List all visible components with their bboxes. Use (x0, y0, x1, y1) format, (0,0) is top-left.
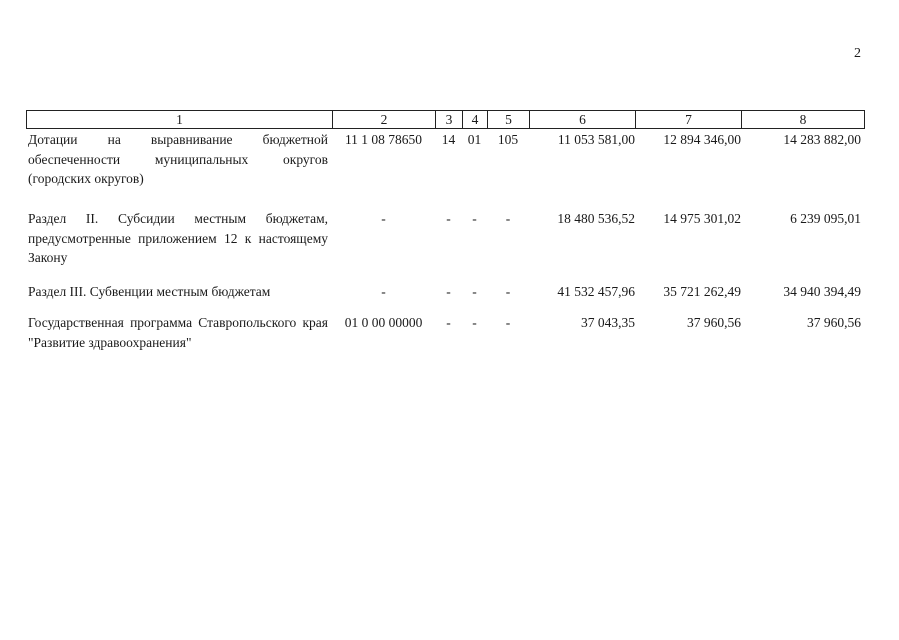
row-col3: - (446, 211, 451, 226)
row-col3: - (446, 284, 451, 299)
row-col4: - (472, 211, 477, 226)
row-col4: - (472, 284, 477, 299)
row-code: 01 0 00 00000 (344, 315, 423, 330)
row-code: - (381, 211, 386, 226)
row-amount-8: 37 960,56 (807, 315, 861, 330)
row-col3: - (446, 315, 451, 330)
column-number-header (26, 110, 865, 129)
header-col-6: 6 (530, 111, 636, 129)
row-amount-7: 37 960,56 (687, 315, 741, 330)
row-name: Раздел II. Субсидии местным бюджетам, предусмотренные приложением 12 к настоящему Закону (28, 211, 328, 265)
row-code: 11 1 08 78650 (344, 132, 423, 147)
row-amount-8: 6 239 095,01 (790, 211, 861, 226)
row-col3: 14 (441, 132, 456, 147)
row-name: Раздел III. Субвенции местным бюджетам (28, 284, 271, 299)
row-col4: - (472, 315, 477, 330)
row-col5: 105 (497, 132, 519, 147)
row-col5: - (505, 284, 511, 299)
header-col-7: 7 (636, 111, 742, 129)
row-name: Дотации на выравнивание бюджетной обеспеченности муниципальных округов (городских округов) (28, 132, 328, 186)
header-col-3: 3 (436, 111, 463, 129)
row-amount-7: 14 975 301,02 (663, 211, 741, 226)
row-amount-6: 41 532 457,96 (557, 284, 635, 299)
row-col5: - (505, 315, 511, 330)
header-col-2: 2 (333, 111, 436, 129)
header-col-8: 8 (742, 111, 865, 129)
row-amount-6: 18 480 536,52 (557, 211, 635, 226)
row-amount-7: 35 721 262,49 (663, 284, 741, 299)
row-amount-6: 11 053 581,00 (557, 132, 635, 147)
header-col-4: 4 (463, 111, 488, 129)
row-amount-8: 14 283 882,00 (783, 132, 861, 147)
row-col4: 01 (467, 132, 482, 147)
row-amount-6: 37 043,35 (581, 315, 635, 330)
header-col-5: 5 (488, 111, 530, 129)
row-code: - (381, 284, 386, 299)
row-amount-8: 34 940 394,49 (783, 284, 861, 299)
row-col5: - (505, 211, 511, 226)
row-amount-7: 12 894 346,00 (663, 132, 741, 147)
page-number: 2 (854, 46, 861, 61)
row-name: Государственная программа Ставропольского края "Развитие здравоохранения" (28, 315, 328, 350)
header-col-1: 1 (27, 111, 333, 129)
